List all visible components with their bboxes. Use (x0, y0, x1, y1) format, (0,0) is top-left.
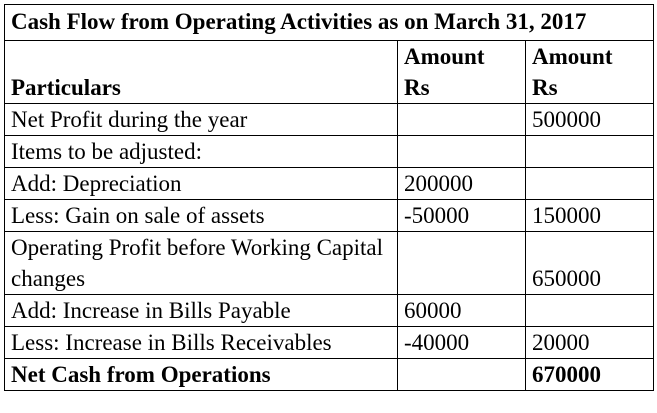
header-amount-col2-label: Amount (532, 44, 613, 69)
cell-amount1: -40000 (398, 327, 526, 359)
table-row (5, 232, 654, 295)
cell-amount1: -50000 (398, 200, 526, 232)
cell-amount1: 200000 (398, 168, 526, 200)
cell-particulars: Net Profit during the year (5, 104, 398, 136)
header-rs-col2-label: Rs (532, 75, 558, 100)
cell-amount2 (526, 168, 654, 200)
header-particulars (5, 41, 398, 104)
table-row (5, 104, 654, 136)
table-row (5, 168, 654, 200)
table-row (5, 136, 654, 168)
cell-amount2: 150000 (526, 200, 654, 232)
cell-particulars: Add: Depreciation (5, 168, 398, 200)
table-row (5, 327, 654, 359)
cell-particulars: Operating Profit before Working Capital changes (5, 232, 398, 295)
cell-amount1 (398, 232, 526, 295)
cell-amount2: 650000 (526, 232, 654, 295)
header-rs-col1-label: Rs (404, 75, 430, 100)
total-row (5, 359, 654, 391)
header-particulars-label: Particulars (11, 75, 121, 100)
cell-particulars: Less: Increase in Bills Receivables (5, 327, 398, 359)
cash-flow-table (4, 4, 654, 391)
cell-particulars: Less: Gain on sale of assets (5, 200, 398, 232)
header-row (5, 41, 654, 104)
table-row (5, 295, 654, 327)
header-amount-col2 (526, 41, 654, 104)
cell-amount2: 500000 (526, 104, 654, 136)
cell-amount2: 20000 (526, 327, 654, 359)
cell-amount1 (398, 104, 526, 136)
cell-amount1: 60000 (398, 295, 526, 327)
cell-particulars: Add: Increase in Bills Payable (5, 295, 398, 327)
cell-amount2 (526, 136, 654, 168)
header-amount-col1-label: Amount (404, 44, 485, 69)
header-amount-col1 (398, 41, 526, 104)
total-particulars: Net Cash from Operations (5, 359, 398, 391)
total-amount1 (398, 359, 526, 391)
cell-amount2 (526, 295, 654, 327)
cell-particulars: Items to be adjusted: (5, 136, 398, 168)
table-row (5, 200, 654, 232)
total-amount2: 670000 (526, 359, 654, 391)
table-title: Cash Flow from Operating Activities as on March 31, 2017 (5, 5, 654, 41)
cell-amount1 (398, 136, 526, 168)
title-row (5, 5, 654, 41)
